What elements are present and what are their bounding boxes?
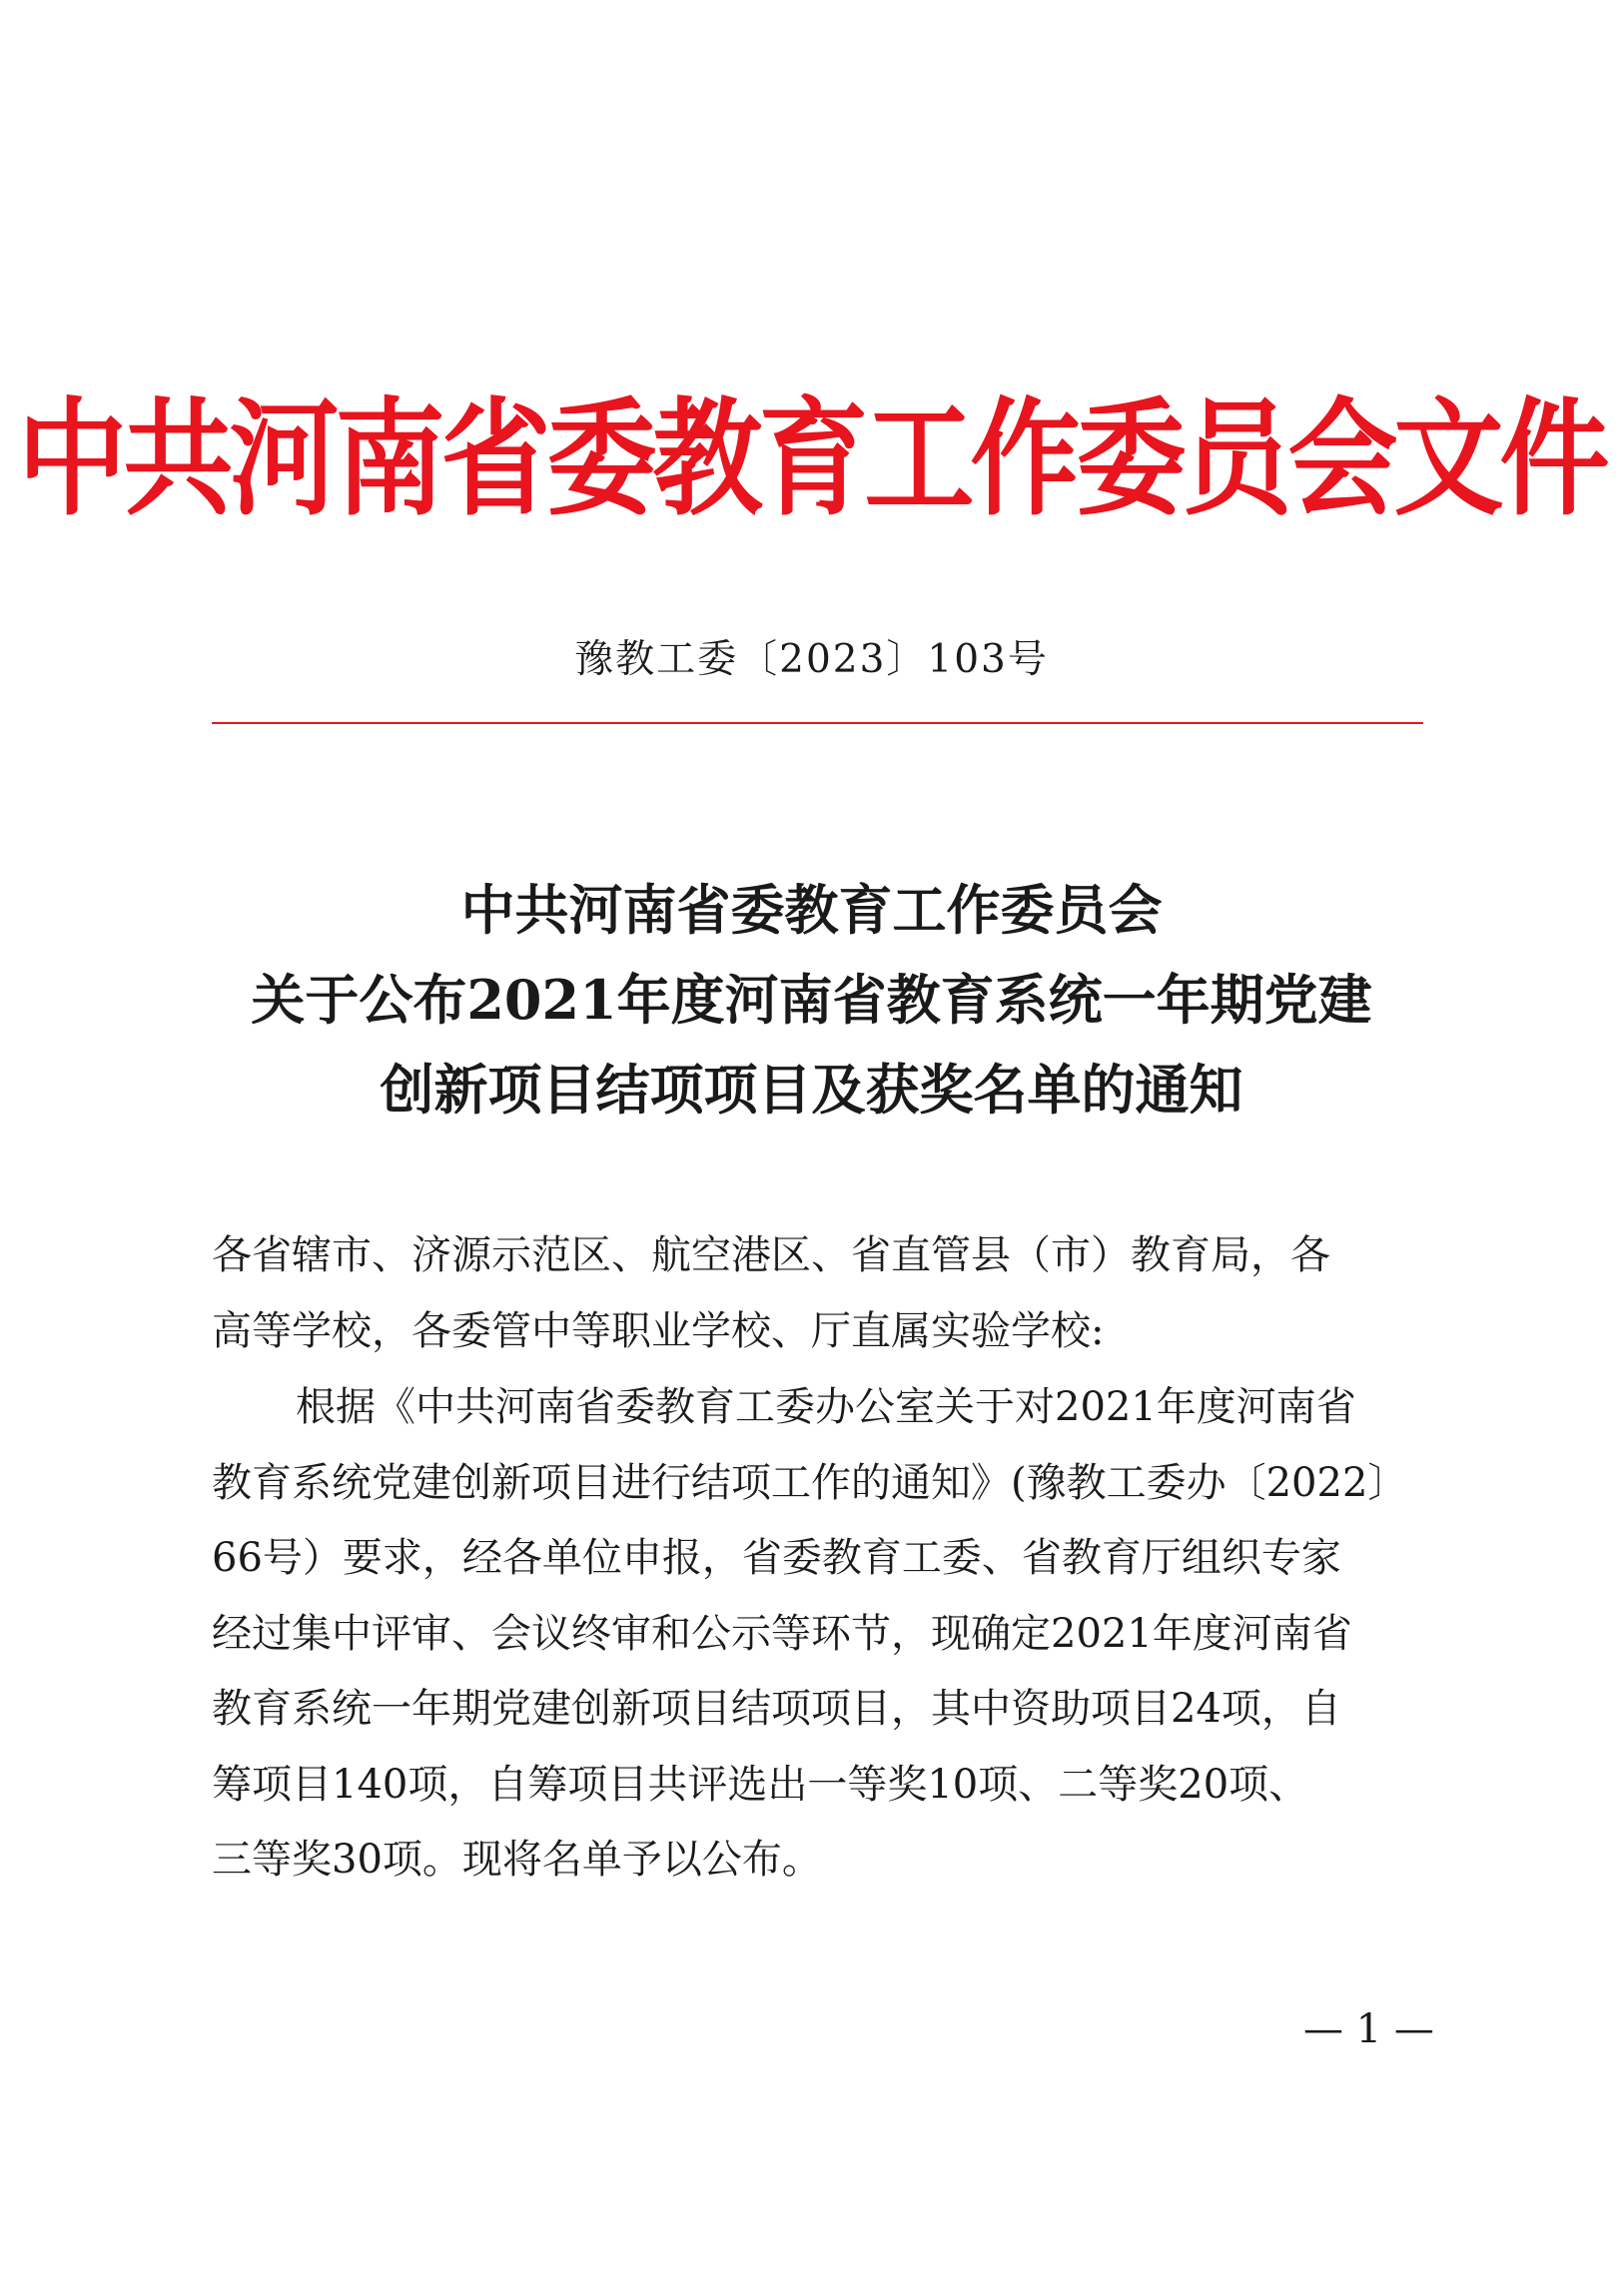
addressee-line: 各省辖市、济源示范区、航空港区、省直管县（市）教育局，各 (212, 1232, 1330, 1278)
notice-title (0, 865, 1623, 1135)
paragraph-line: 根据《中共河南省委教育工委办公室关于对2021年度河南省 (296, 1384, 1356, 1430)
paragraph-line: 筹项目140项，自筹项目共评选出一等奖10项、二等奖20项、 (212, 1761, 1309, 1808)
addressee-line: 高等学校，各委管中等职业学校、厅直属实验学校: (212, 1307, 1105, 1354)
notice-title-line: 创新项目结项项目及获奖名单的通知 (380, 1058, 1243, 1122)
red-divider-line (212, 722, 1423, 724)
document-number: 豫教工委〔2023〕103号 (574, 637, 1049, 682)
document-header-title: 中共河南省委教育工作委员会文件 (17, 384, 1606, 533)
paragraph-line: 教育系统一年期党建创新项目结项项目，其中资助项目24项，自 (212, 1686, 1341, 1732)
notice-title-line: 中共河南省委教育工作委员会 (460, 878, 1163, 942)
paragraph-line: 教育系统党建创新项目进行结项工作的通知》(豫教工委办〔2022〕 (212, 1459, 1408, 1506)
paragraph-line: 三等奖30项。现将名单予以公布。 (212, 1837, 822, 1883)
body-paragraph (212, 1370, 1435, 1899)
notice-title-line: 关于公布2021年度河南省教育系统一年期党建 (251, 968, 1372, 1032)
paragraph-line: 66号）要求，经各单位申报，省委教育工委、省教育厅组织专家 (212, 1535, 1341, 1581)
paragraph-line: 经过集中评审、会议终审和公示等环节，现确定2021年度河南省 (212, 1610, 1352, 1657)
addressee (212, 1218, 1435, 1369)
page-number: — 1 — (1303, 2006, 1434, 2052)
